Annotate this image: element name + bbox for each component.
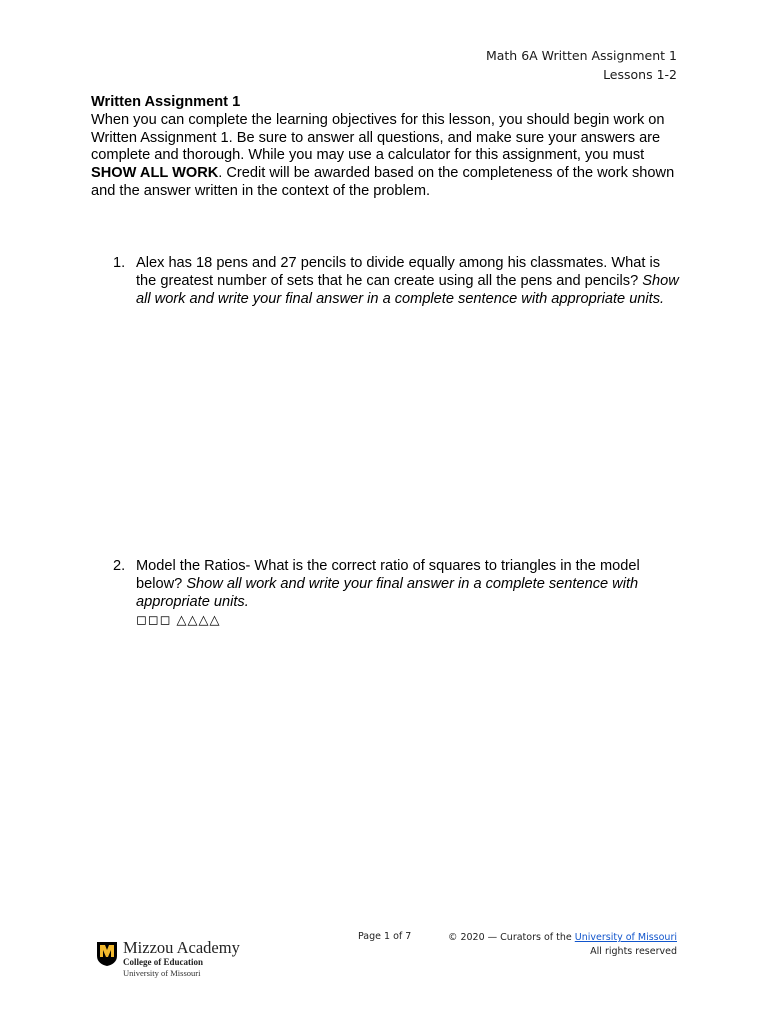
- page-number: Page 1 of 7: [358, 931, 412, 942]
- question-instruction: Show all work and write your final answer in a complete sentence with appropriate units.: [136, 576, 639, 611]
- intro-section: [91, 94, 686, 201]
- question-number: 1.: [113, 255, 126, 271]
- question-instruction: Show all work and write your final answer in a complete sentence with appropriate units.: [136, 273, 679, 308]
- intro-emphasis: SHOW ALL WORK: [91, 165, 219, 182]
- ratio-model: ◻◻◻ △△△△: [136, 612, 221, 628]
- intro-text-after: . Credit will be awarded based on the completeness of the work shown and the answer written in the context of the problem.: [91, 165, 675, 199]
- copyright-notice: [448, 931, 677, 958]
- mizzou-shield-icon: [96, 941, 118, 967]
- copyright-prefix: © 2020 — Curators of the: [447, 932, 575, 943]
- question-text: Alex has 18 pens and 27 pencils to divide equally among his classmates. What is the greatest number of sets that he can create using all the pens and pencils?: [136, 255, 661, 290]
- university-link[interactable]: University of Missouri: [574, 932, 677, 943]
- logo-college: College of Education: [123, 957, 203, 967]
- rights-reserved: All rights reserved: [590, 945, 677, 957]
- question-number: 2.: [113, 558, 126, 574]
- page-header: [486, 47, 677, 84]
- assignment-title: Written Assignment 1: [91, 94, 241, 110]
- question-1: [113, 254, 683, 309]
- question-text: Model the Ratios- What is the correct ratio of squares to triangles in the model below?: [136, 558, 640, 593]
- intro-text-before: When you can complete the learning objectives for this lesson, you should begin work on Written Assignment 1. Be sure to answer all questions, and make sure your answers are complete and thorough. While you may use a calculator for this assignment, you must: [91, 111, 665, 164]
- header-course: Math 6A Written Assignment 1: [485, 48, 677, 63]
- question-2: [113, 557, 683, 630]
- mizzou-academy-logo: [96, 939, 276, 983]
- logo-name: Mizzou Academy: [123, 938, 240, 957]
- header-lessons: Lessons 1-2: [603, 66, 677, 82]
- intro-paragraph: [91, 112, 686, 201]
- logo-university: University of Missouri: [123, 968, 201, 978]
